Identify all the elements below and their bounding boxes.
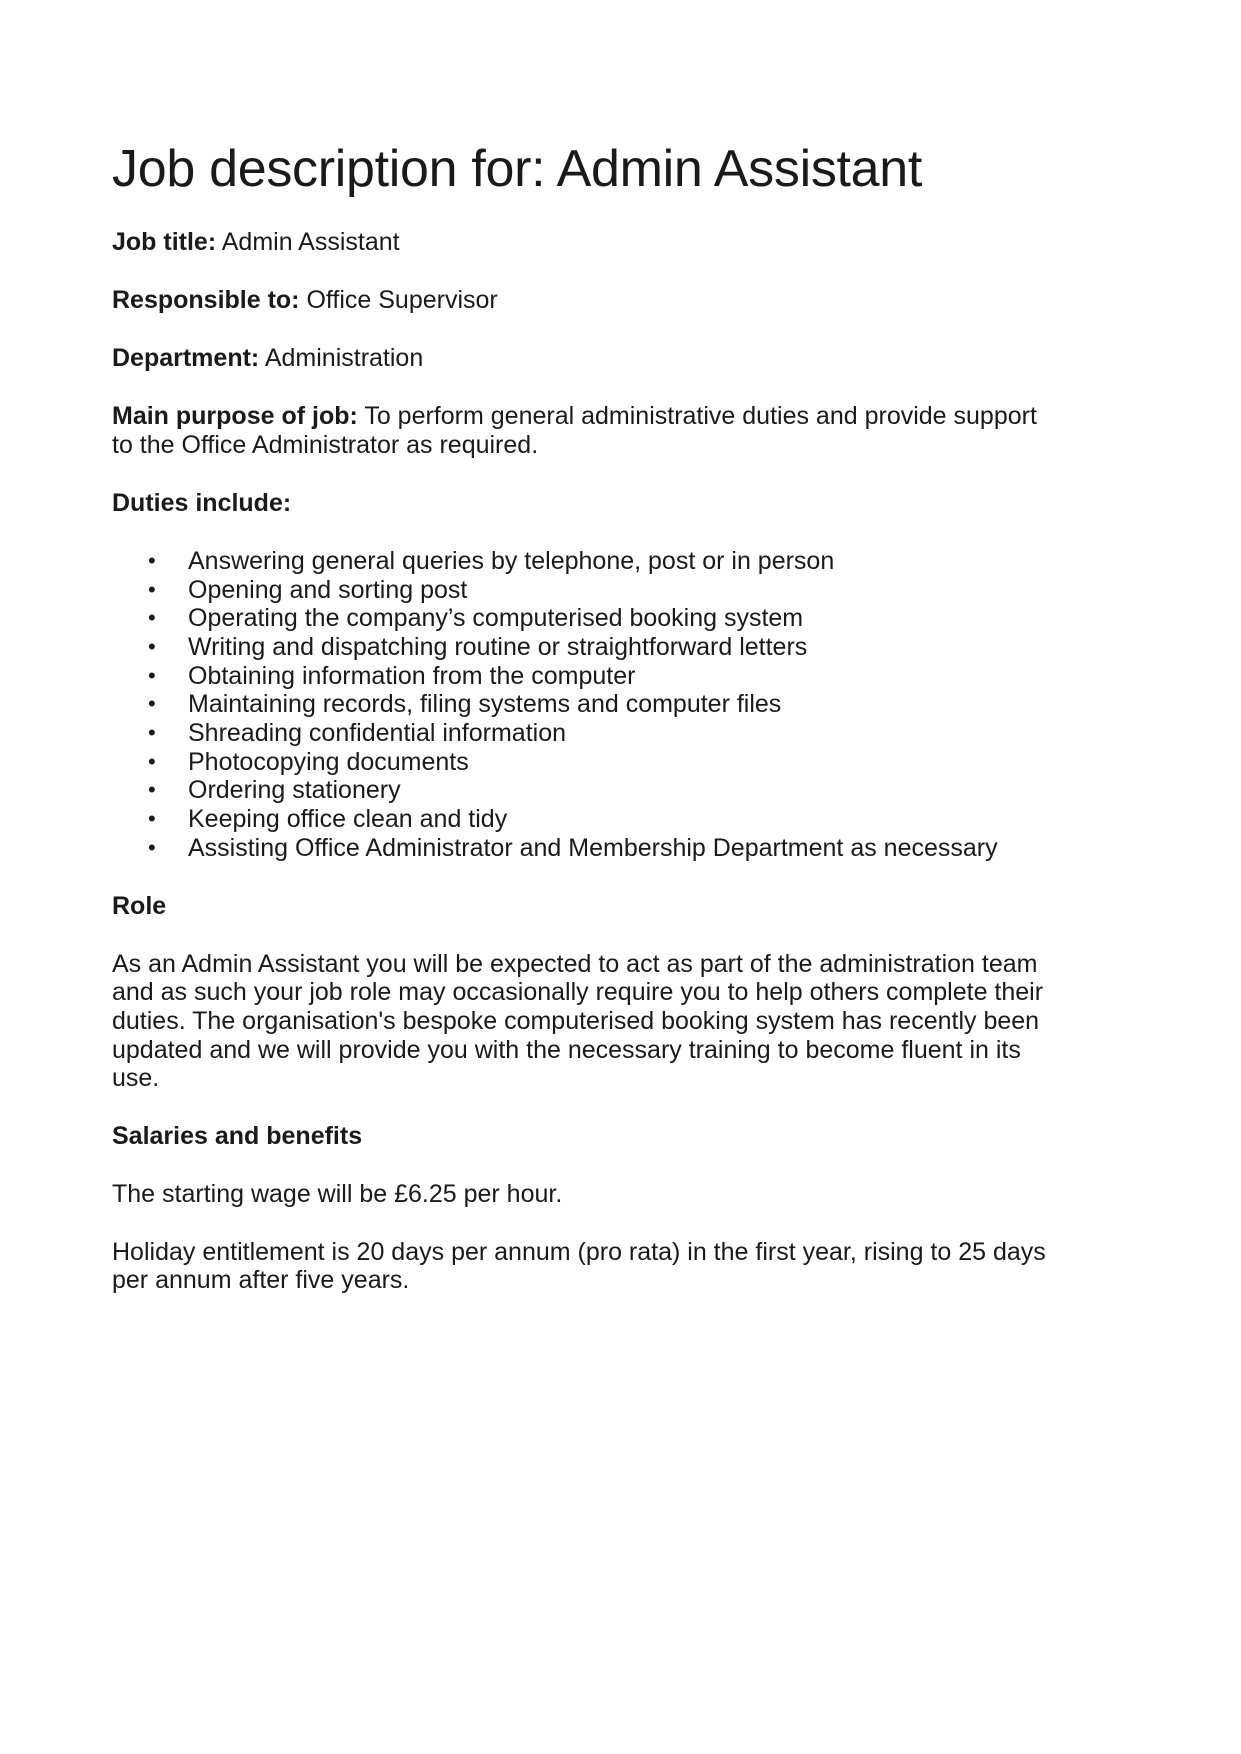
bullet-icon: • bbox=[148, 633, 156, 659]
department-value: Administration bbox=[264, 343, 424, 372]
bullet-icon: • bbox=[148, 748, 156, 774]
responsible-to-value: Office Supervisor bbox=[306, 285, 498, 314]
bullet-icon: • bbox=[148, 806, 156, 832]
list-item: • Writing and dispatching routine or straightforward letters bbox=[148, 632, 808, 661]
list-item: • Maintaining records, filing systems and computer files bbox=[148, 690, 782, 719]
role-heading: Role bbox=[112, 891, 167, 920]
list-item: • Opening and sorting post bbox=[148, 575, 468, 604]
responsible-to-field bbox=[112, 286, 1062, 315]
wage-paragraph: The starting wage will be £6.25 per hour. bbox=[112, 1180, 563, 1209]
main-purpose-value: To perform general administrative duties and provide support to the Office Administrator as required. bbox=[112, 401, 1037, 459]
main-purpose-label: Main purpose of job: bbox=[112, 401, 358, 430]
holiday-paragraph: Holiday entitlement is 20 days per annum (pro rata) in the first year, rising to 25 days per annum after five years. bbox=[112, 1237, 1046, 1295]
list-item: • Operating the company’s computerised booking system bbox=[148, 604, 804, 633]
list-item: • Photocopying documents bbox=[148, 747, 469, 776]
responsible-to-label: Responsible to: bbox=[112, 285, 300, 314]
list-item: • Obtaining information from the computer bbox=[148, 661, 636, 690]
department-field bbox=[112, 344, 1062, 373]
job-title-label: Job title: bbox=[112, 227, 217, 256]
bullet-icon: • bbox=[148, 777, 156, 803]
document-page bbox=[112, 140, 1062, 1324]
list-item: • Keeping office clean and tidy bbox=[148, 805, 508, 834]
job-title-value: Admin Assistant bbox=[221, 227, 400, 256]
list-item: • Assisting Office Administrator and Membership Department as necessary bbox=[148, 833, 998, 862]
bullet-icon: • bbox=[148, 605, 156, 631]
list-item: • Answering general queries by telephone, post or in person bbox=[148, 546, 835, 575]
salaries-heading: Salaries and benefits bbox=[112, 1122, 363, 1151]
bullet-icon: • bbox=[148, 662, 156, 688]
page-title: Job description for: Admin Assistant bbox=[112, 140, 923, 198]
department-label: Department: bbox=[112, 343, 260, 372]
duties-heading: Duties include: bbox=[112, 488, 292, 517]
bullet-icon: • bbox=[148, 547, 156, 573]
job-title-field bbox=[112, 228, 1062, 257]
bullet-icon: • bbox=[148, 720, 156, 746]
list-item: • Ordering stationery bbox=[148, 776, 401, 805]
list-item: • Shreading confidential information bbox=[148, 719, 567, 748]
bullet-icon: • bbox=[148, 576, 156, 602]
duties-list bbox=[112, 547, 1062, 863]
bullet-icon: • bbox=[148, 834, 156, 860]
main-purpose-field bbox=[112, 402, 1062, 460]
bullet-icon: • bbox=[148, 691, 156, 717]
role-paragraph: As an Admin Assistant you will be expected to act as part of the administration team and as such your job role may occasionally require you to help others complete their duties. The organisation's bespoke computerised booking system has recently been updated and we will provide you with the necessary training to become fluent in its use. bbox=[112, 949, 1044, 1093]
